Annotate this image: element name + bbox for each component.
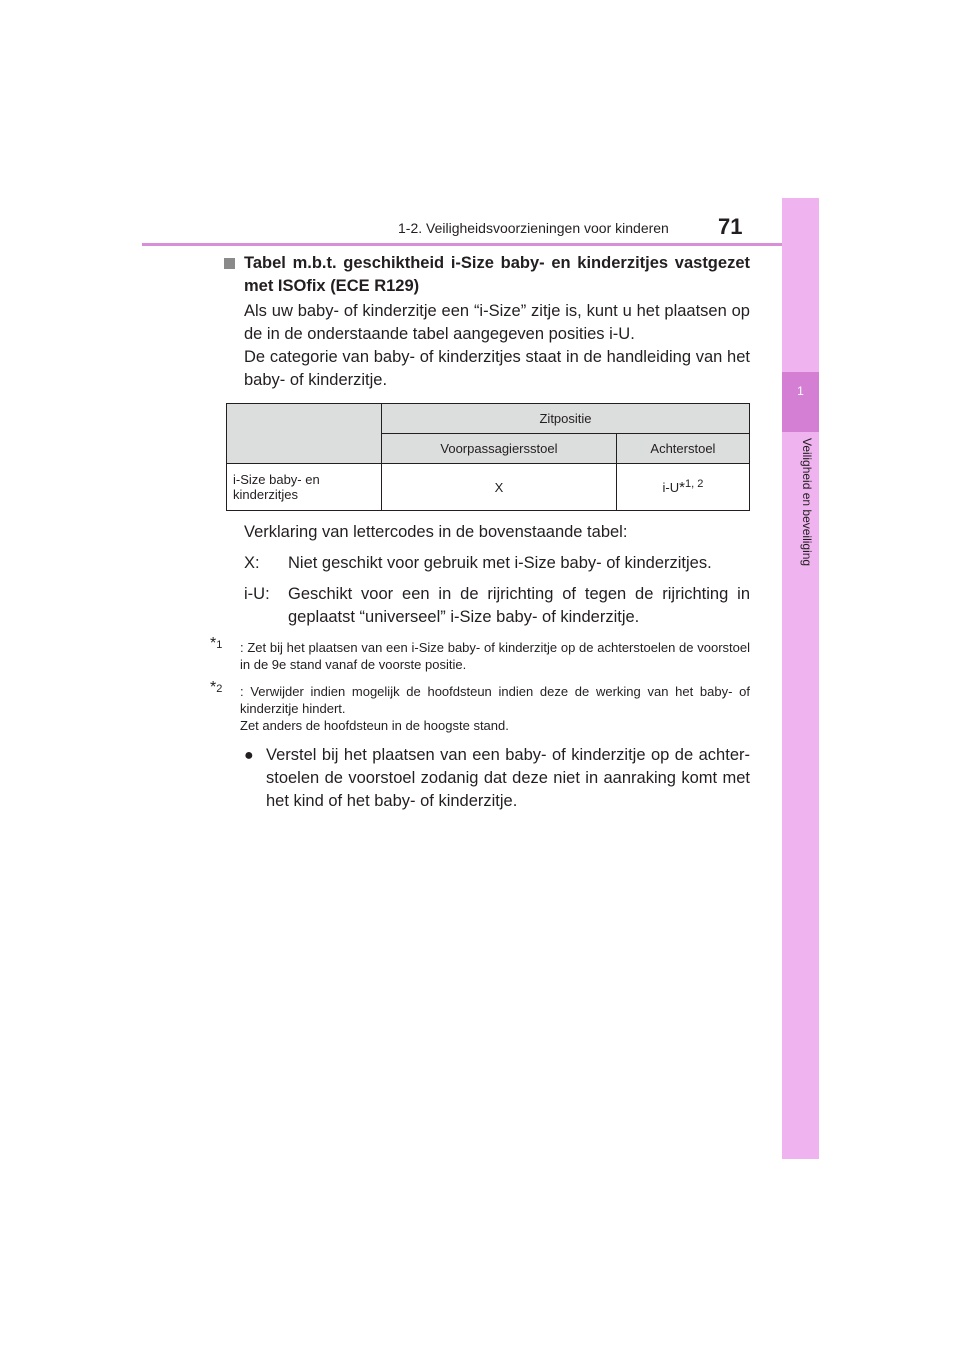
section-heading <box>222 252 750 298</box>
rear-seat-cell <box>616 464 749 511</box>
footnote-text-2: Zet anders de hoofdsteun in de hoogste stand. <box>240 718 509 733</box>
page-number: 71 <box>718 214 743 239</box>
chapter-side-tab <box>782 198 819 1159</box>
footnote-marker <box>210 679 222 698</box>
footnote-star: * <box>210 679 217 696</box>
bullet-text: Verstel bij het plaatsen van een baby- of kinderzitje op de achter-stoelen de voorstoel zodanig dat deze niet in aanraking komt met het kind of het baby- of kinderzitje. <box>266 746 750 810</box>
footnote-star: * <box>210 635 217 652</box>
legend-code: i-U: <box>244 585 270 603</box>
footnote-star: * <box>679 478 685 496</box>
intro-paragraph: Als uw baby- of kinderzitje een “i-Size” zitje is, kunt u het plaatsen op de in de onderstaande tabel aangegeven posities i-U. <box>244 302 750 343</box>
rear-seat-value: i-U <box>662 479 680 495</box>
legend-item <box>222 583 750 629</box>
footnote-number: 1 <box>216 639 223 651</box>
table-corner-cell <box>227 404 382 464</box>
footnote-text: : Zet bij het plaatsen van een i-Size baby- of kinderzitje op de achterstoelen de voorstoel in de 9e stand vanaf de voorste positie. <box>240 640 750 672</box>
table-header-row <box>227 404 750 434</box>
footnote-1 <box>210 635 750 673</box>
footnote-2 <box>210 679 750 734</box>
section-heading-text: Tabel m.b.t. geschiktheid i-Size baby- en kinderzitjes vastgezet met ISOfix (ECE R129) <box>244 254 750 295</box>
legend-code: X: <box>244 554 260 572</box>
footnote-marker <box>210 635 222 654</box>
footnote-text: : Verwijder indien mogelijk de hoofdsteun indien deze de werking van het baby- of kinderzitje hindert. <box>240 684 750 716</box>
chapter-label: Veiligheid en beveiliging <box>800 438 814 567</box>
legend-text: Geschikt voor een in de rijrichting of tegen de rijrichting in geplaatst “universeel” i-Size baby- of kinderzitje. <box>288 585 750 626</box>
legend-intro: Verklaring van lettercodes in de bovenstaande tabel: <box>244 523 628 541</box>
row-label: i-Size baby- en kinderzitjes <box>227 464 382 511</box>
main-content <box>210 252 750 813</box>
square-bullet-icon <box>224 258 235 269</box>
bullet-item <box>222 744 750 813</box>
table-row <box>227 464 750 511</box>
chapter-number-block <box>782 372 819 432</box>
chapter-number: 1 <box>797 384 804 398</box>
category-paragraph: De categorie van baby- of kinderzitjes staat in de handleiding van het baby- of kinderzitje. <box>244 348 750 389</box>
footnote-number: 2 <box>216 683 223 695</box>
column-rear-seat: Achterstoel <box>616 434 749 464</box>
footnote-refs: 1, 2 <box>684 477 704 490</box>
isize-suitability-table <box>226 403 750 511</box>
column-front-seat: Voorpassagiersstoel <box>382 434 617 464</box>
legend-text: Niet geschikt voor gebruik met i-Size baby- of kinderzitjes. <box>288 554 712 572</box>
legend-item <box>222 552 750 575</box>
round-bullet-icon: ● <box>244 747 254 764</box>
front-seat-value: X <box>382 464 617 511</box>
seat-position-header: Zitpositie <box>382 404 750 434</box>
running-header: 1-2. Veiligheidsvoorzieningen voor kinderen <box>398 220 669 236</box>
header-divider <box>142 243 818 246</box>
